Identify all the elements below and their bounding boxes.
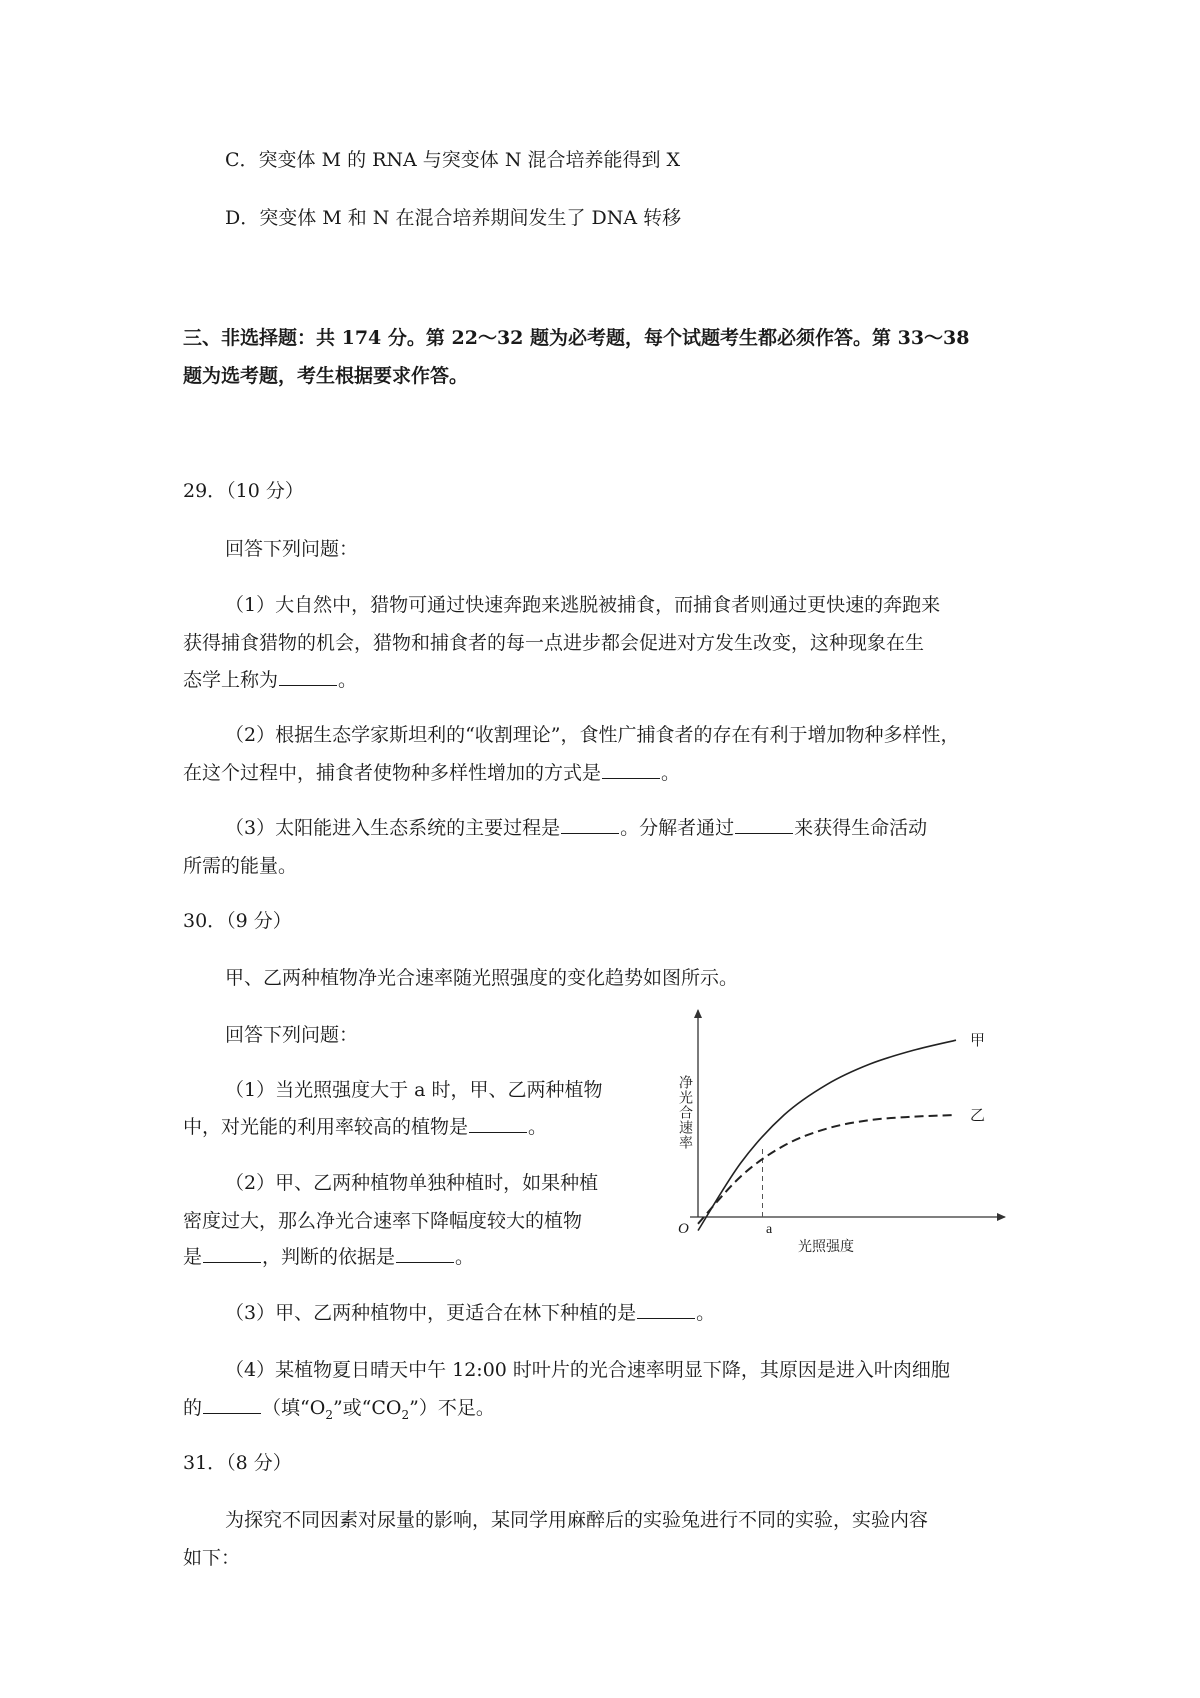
q29-header: 29．（10 分） <box>183 480 304 502</box>
series-line-jia <box>698 1040 956 1230</box>
answer-blank[interactable] <box>396 1244 454 1263</box>
q29-p3-text-c: 来获得生命活动 <box>794 817 928 839</box>
q29-p1-end: 。 <box>338 669 358 691</box>
answer-blank[interactable] <box>203 1395 261 1414</box>
q30-p4-text-d: ”）不足。 <box>409 1397 495 1419</box>
q29-p2-end: 。 <box>661 762 681 784</box>
q30-p3-text: （3）甲、乙两种植物中，更适合在林下种植的是 <box>225 1302 637 1324</box>
q30-p4-line1: （4）某植物夏日晴天中午 12:00 时叶片的光合速率明显下降，其原因是进入叶肉细胞 <box>225 1359 950 1381</box>
q29-p3-text-b: 。分解者通过 <box>620 817 735 839</box>
q30-p1-end: 。 <box>528 1116 548 1138</box>
q31-p1-line2: 如下： <box>183 1547 241 1569</box>
q30-p2-line2: 密度过大，那么净光合速率下降幅度较大的植物 <box>183 1210 583 1232</box>
q29-p1-text: 态学上称为 <box>183 669 279 691</box>
q30-p4-text-b: （填“O <box>262 1397 326 1419</box>
q30-p4-line2 <box>183 1395 495 1428</box>
section-heading-line1: 三、非选择题：共 174 分。第 22～32 题为必考题，每个试题考生都必须作答。第 33～38 <box>183 327 970 349</box>
series-label-yi: 乙 <box>970 1106 986 1124</box>
series-label-jia: 甲 <box>970 1031 986 1050</box>
q30-p4-text-a: 的 <box>183 1397 203 1419</box>
q30-p3 <box>225 1300 715 1326</box>
q30-p2-line3 <box>183 1244 474 1270</box>
answer-blank[interactable] <box>602 760 660 779</box>
q30-p1-text: 中，对光能的利用率较高的植物是 <box>183 1116 469 1138</box>
q29-p3-line2: 所需的能量。 <box>183 855 298 877</box>
x-marker-label: a <box>766 1222 773 1237</box>
q30-header: 30．（9 分） <box>183 910 292 932</box>
q29-p2-line2 <box>183 760 680 786</box>
q30-p3-end: 。 <box>696 1302 716 1324</box>
q30-p2-text-b: ，判断的依据是 <box>262 1246 396 1268</box>
section-heading-line2: 题为选考题，考生根据要求作答。 <box>183 365 469 387</box>
answer-blank[interactable] <box>279 667 337 686</box>
q29-p2-text: 在这个过程中，捕食者使物种多样性增加的方式是 <box>183 762 602 784</box>
q29-p1-line1: （1）大自然中，猎物可通过快速奔跑来逃脱被捕食，而捕食者则通过更快速的奔跑来 <box>225 594 941 616</box>
q29-p1-line3 <box>183 667 357 693</box>
y-axis-label: 净光合速率 <box>677 1075 693 1150</box>
photosynthesis-chart <box>670 1005 1010 1270</box>
answer-blank[interactable] <box>469 1114 527 1133</box>
q30-p2-text-a: 是 <box>183 1246 203 1268</box>
q29-intro: 回答下列问题： <box>225 538 359 560</box>
answer-blank[interactable] <box>561 815 619 834</box>
subscript: 2 <box>325 1407 333 1422</box>
q30-p2-line1: （2）甲、乙两种植物单独种植时，如果种植 <box>225 1172 599 1194</box>
q30-intro: 甲、乙两种植物净光合速率随光照强度的变化趋势如图所示。 <box>225 967 739 989</box>
option-c: C．突变体 M 的 RNA 与突变体 N 混合培养能得到 X <box>225 149 681 171</box>
q31-header: 31．（8 分） <box>183 1452 292 1474</box>
q29-p3-line1 <box>225 815 927 841</box>
q30-p1-line2 <box>183 1114 547 1140</box>
q30-p2-text-c: 。 <box>455 1246 475 1268</box>
option-d: D．突变体 M 和 N 在混合培养期间发生了 DNA 转移 <box>225 207 682 229</box>
q29-p2-line1: （2）根据生态学家斯坦利的“收割理论”，食性广捕食者的存在有利于增加物种多样性， <box>225 724 960 746</box>
q30-p4-text-c: ”或“CO <box>332 1397 402 1419</box>
origin-label: O <box>678 1221 689 1237</box>
q29-p1-line2: 获得捕食猎物的机会，猎物和捕食者的每一点进步都会促进对方发生改变，这种现象在生 <box>183 632 925 654</box>
q31-p1-line1: 为探究不同因素对尿量的影响，某同学用麻醉后的实验兔进行不同的实验，实验内容 <box>225 1509 929 1531</box>
q30-p1-line1: （1）当光照强度大于 a 时，甲、乙两种植物 <box>225 1079 603 1101</box>
x-axis-label: 光照强度 <box>798 1239 854 1255</box>
subscript: 2 <box>401 1407 410 1422</box>
q30-answer-prompt: 回答下列问题： <box>225 1024 359 1046</box>
answer-blank[interactable] <box>735 815 793 834</box>
q29-p3-text-a: （3）太阳能进入生态系统的主要过程是 <box>225 817 561 839</box>
answer-blank[interactable] <box>203 1244 261 1263</box>
answer-blank[interactable] <box>637 1300 695 1319</box>
